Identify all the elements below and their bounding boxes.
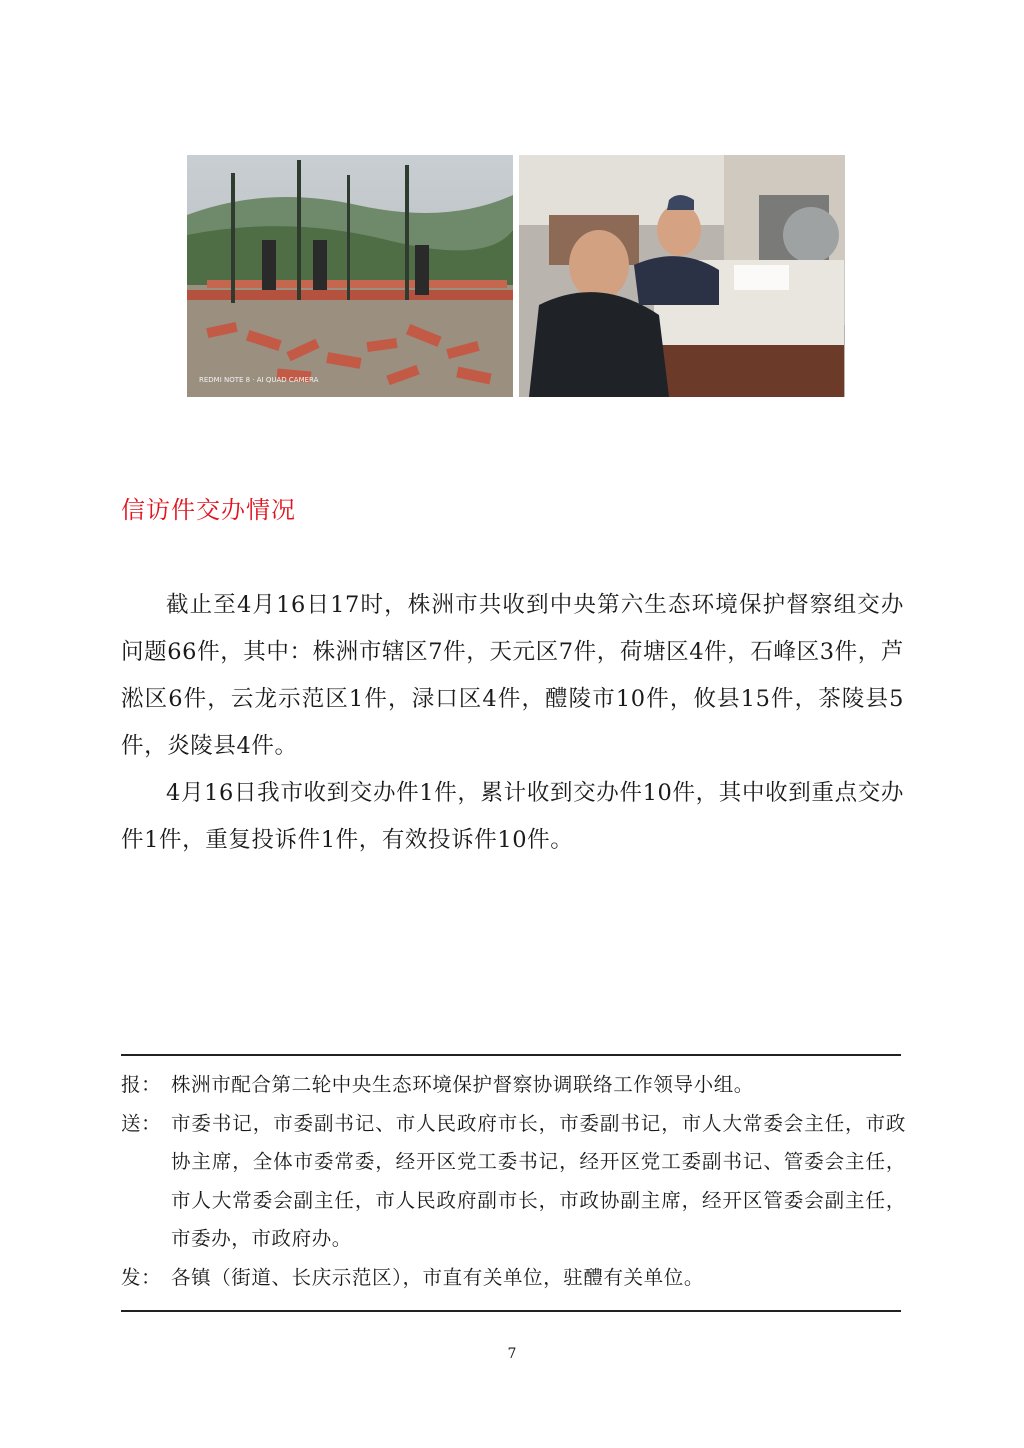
photo-indoor-visit [519,155,845,397]
distribution-send [121,1105,906,1259]
issue-text: 各镇（街道、长庆示范区），市直有关单位，驻醴有关单位。 [171,1265,704,1289]
photo-demolition-site [187,155,513,397]
distribution-report [121,1066,906,1105]
distribution-list [121,1066,906,1297]
report-text: 株洲市配合第二轮中央生态环境保护督察协调联络工作领导小组。 [171,1073,754,1096]
issue-label: 发： [121,1265,162,1289]
paragraph-summary: 截止至4月16日17时，株洲市共收到中央第六生态环境保护督察组交办问题66件，其中：株洲市辖区7件，天元区7件，荷塘区4件，石峰区3件，芦淞区6件，云龙示范区1件，渌口区4件，醴陵市10件，攸县15件，茶陵县5件，炎陵县4件。 [121,592,904,759]
report-label: 报： [121,1073,162,1096]
divider-top [121,1054,901,1056]
distribution-issue [121,1259,906,1298]
send-text: 市委书记，市委副书记、市人民政府市长，市委副书记，市人大常委会主任，市政协主席，全体市委常委，经开区党工委书记，经开区党工委副书记、管委会主任，市人大常委会副主任，市人民政府副市长，市政协副主席，经开区管委会副主任，市委办，市政府办。 [171,1111,906,1250]
divider-bottom [121,1310,901,1312]
body-text [121,582,904,864]
section-title: 信访件交办情况 [121,496,296,524]
paragraph-daily: 4月16日我市收到交办件1件，累计收到交办件10件，其中收到重点交办件1件，重复投诉件1件，有效投诉件10件。 [121,780,904,853]
send-label: 送： [121,1111,162,1135]
photo-watermark: REDMI NOTE 8 · AI QUAD CAMERA [199,376,319,384]
page-number: 7 [507,1346,517,1362]
